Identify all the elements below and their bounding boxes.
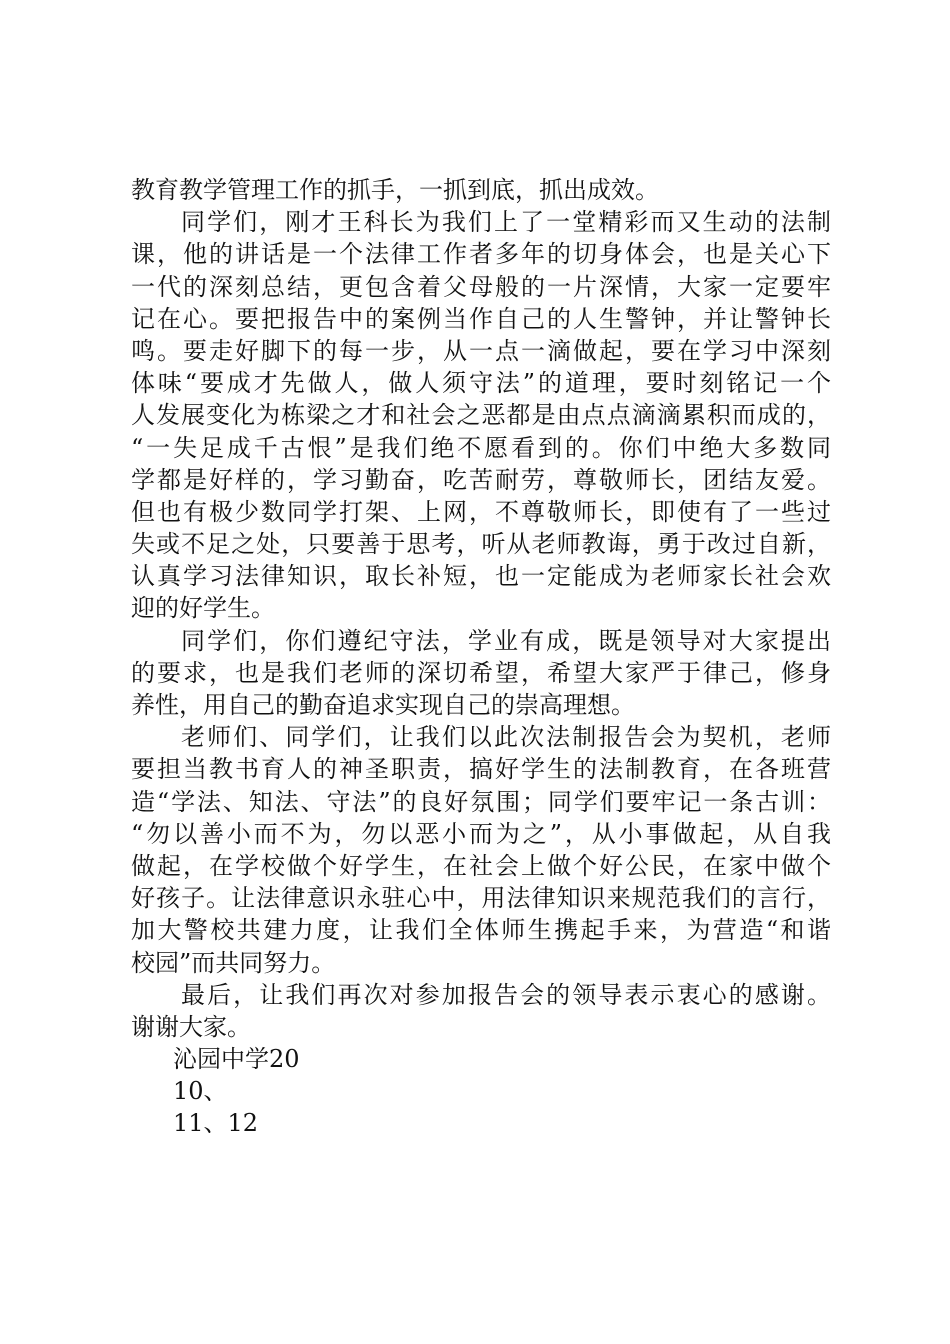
text-line: 体味“要成才先做人，做人须守法”的道理，要时刻铭记一个 <box>131 369 831 398</box>
text-line: 教育教学管理工作的抓手，一抓到底，抓出成效。 <box>131 176 659 204</box>
text-line: 课，他的讲话是一个法律工作者多年的切身体会，也是关心下 <box>131 240 831 269</box>
text-line: 养性，用自己的勤奋追求实现自己的崇高理想。 <box>131 691 635 719</box>
text-line: 加大警校共建力度，让我们全体师生携起手来，为营造“和谐 <box>131 916 831 945</box>
document-body <box>131 174 831 1140</box>
text-line: 认真学习法律知识，取长补短，也一定能成为老师家长社会欢 <box>131 562 831 591</box>
text-line: 校园”而共同努力。 <box>131 948 336 977</box>
text-line: 的要求，也是我们老师的深切希望，希望大家严于律己，修身 <box>131 658 831 687</box>
signature-date-line: 10、 <box>173 1077 228 1106</box>
text-line: 鸣。要走好脚下的每一步，从一点一滴做起，要在学习中深刻 <box>131 336 831 365</box>
text-line: 造“学法、知法、守法”的良好氛围；同学们要牢记一条古训： <box>131 787 831 816</box>
text-line: 迎的好学生。 <box>131 594 275 623</box>
signature-school: 沁园中学20 <box>173 1045 300 1074</box>
text-line: 记在心。要把报告中的案例当作自己的人生警钟，并让警钟长 <box>131 304 831 333</box>
text-line: 但也有极少数同学打架、上网，不尊敬师长，即使有了一些过 <box>131 497 831 526</box>
text-line: 人发展变化为栋梁之才和社会之恶都是由点点滴滴累积而成的， <box>131 401 831 430</box>
text-line: 要担当教书育人的神圣职责，搞好学生的法制教育，在各班营 <box>131 755 831 784</box>
text-line: 老师们、同学们，让我们以此次法制报告会为契机，老师 <box>181 723 831 752</box>
text-line: “勿以善小而不为，勿以恶小而为之”，从小事做起，从自我 <box>131 819 831 848</box>
text-line: “一失足成千古恨”是我们绝不愿看到的。你们中绝大多数同 <box>131 433 831 462</box>
text-line: 最后，让我们再次对参加报告会的领导表示衷心的感谢。 <box>181 980 831 1009</box>
text-line: 谢谢大家。 <box>131 1012 251 1041</box>
text-line: 失或不足之处，只要善于思考，听从老师教诲，勇于改过自新， <box>131 530 831 559</box>
text-line: 一代的深刻总结，更包含着父母般的一片深情，大家一定要牢 <box>131 272 831 301</box>
text-line: 同学们，你们遵纪守法，学业有成，既是领导对大家提出 <box>181 626 831 655</box>
text-line: 同学们，刚才王科长为我们上了一堂精彩而又生动的法制 <box>181 208 831 237</box>
signature-date-line: 11、12 <box>173 1109 259 1138</box>
text-line: 好孩子。让法律意识永驻心中，用法律知识来规范我们的言行， <box>131 884 831 913</box>
text-line: 做起，在学校做个好学生，在社会上做个好公民，在家中做个 <box>131 851 831 880</box>
text-line: 学都是好样的，学习勤奋，吃苦耐劳，尊敬师长，团结友爱。 <box>131 465 831 494</box>
